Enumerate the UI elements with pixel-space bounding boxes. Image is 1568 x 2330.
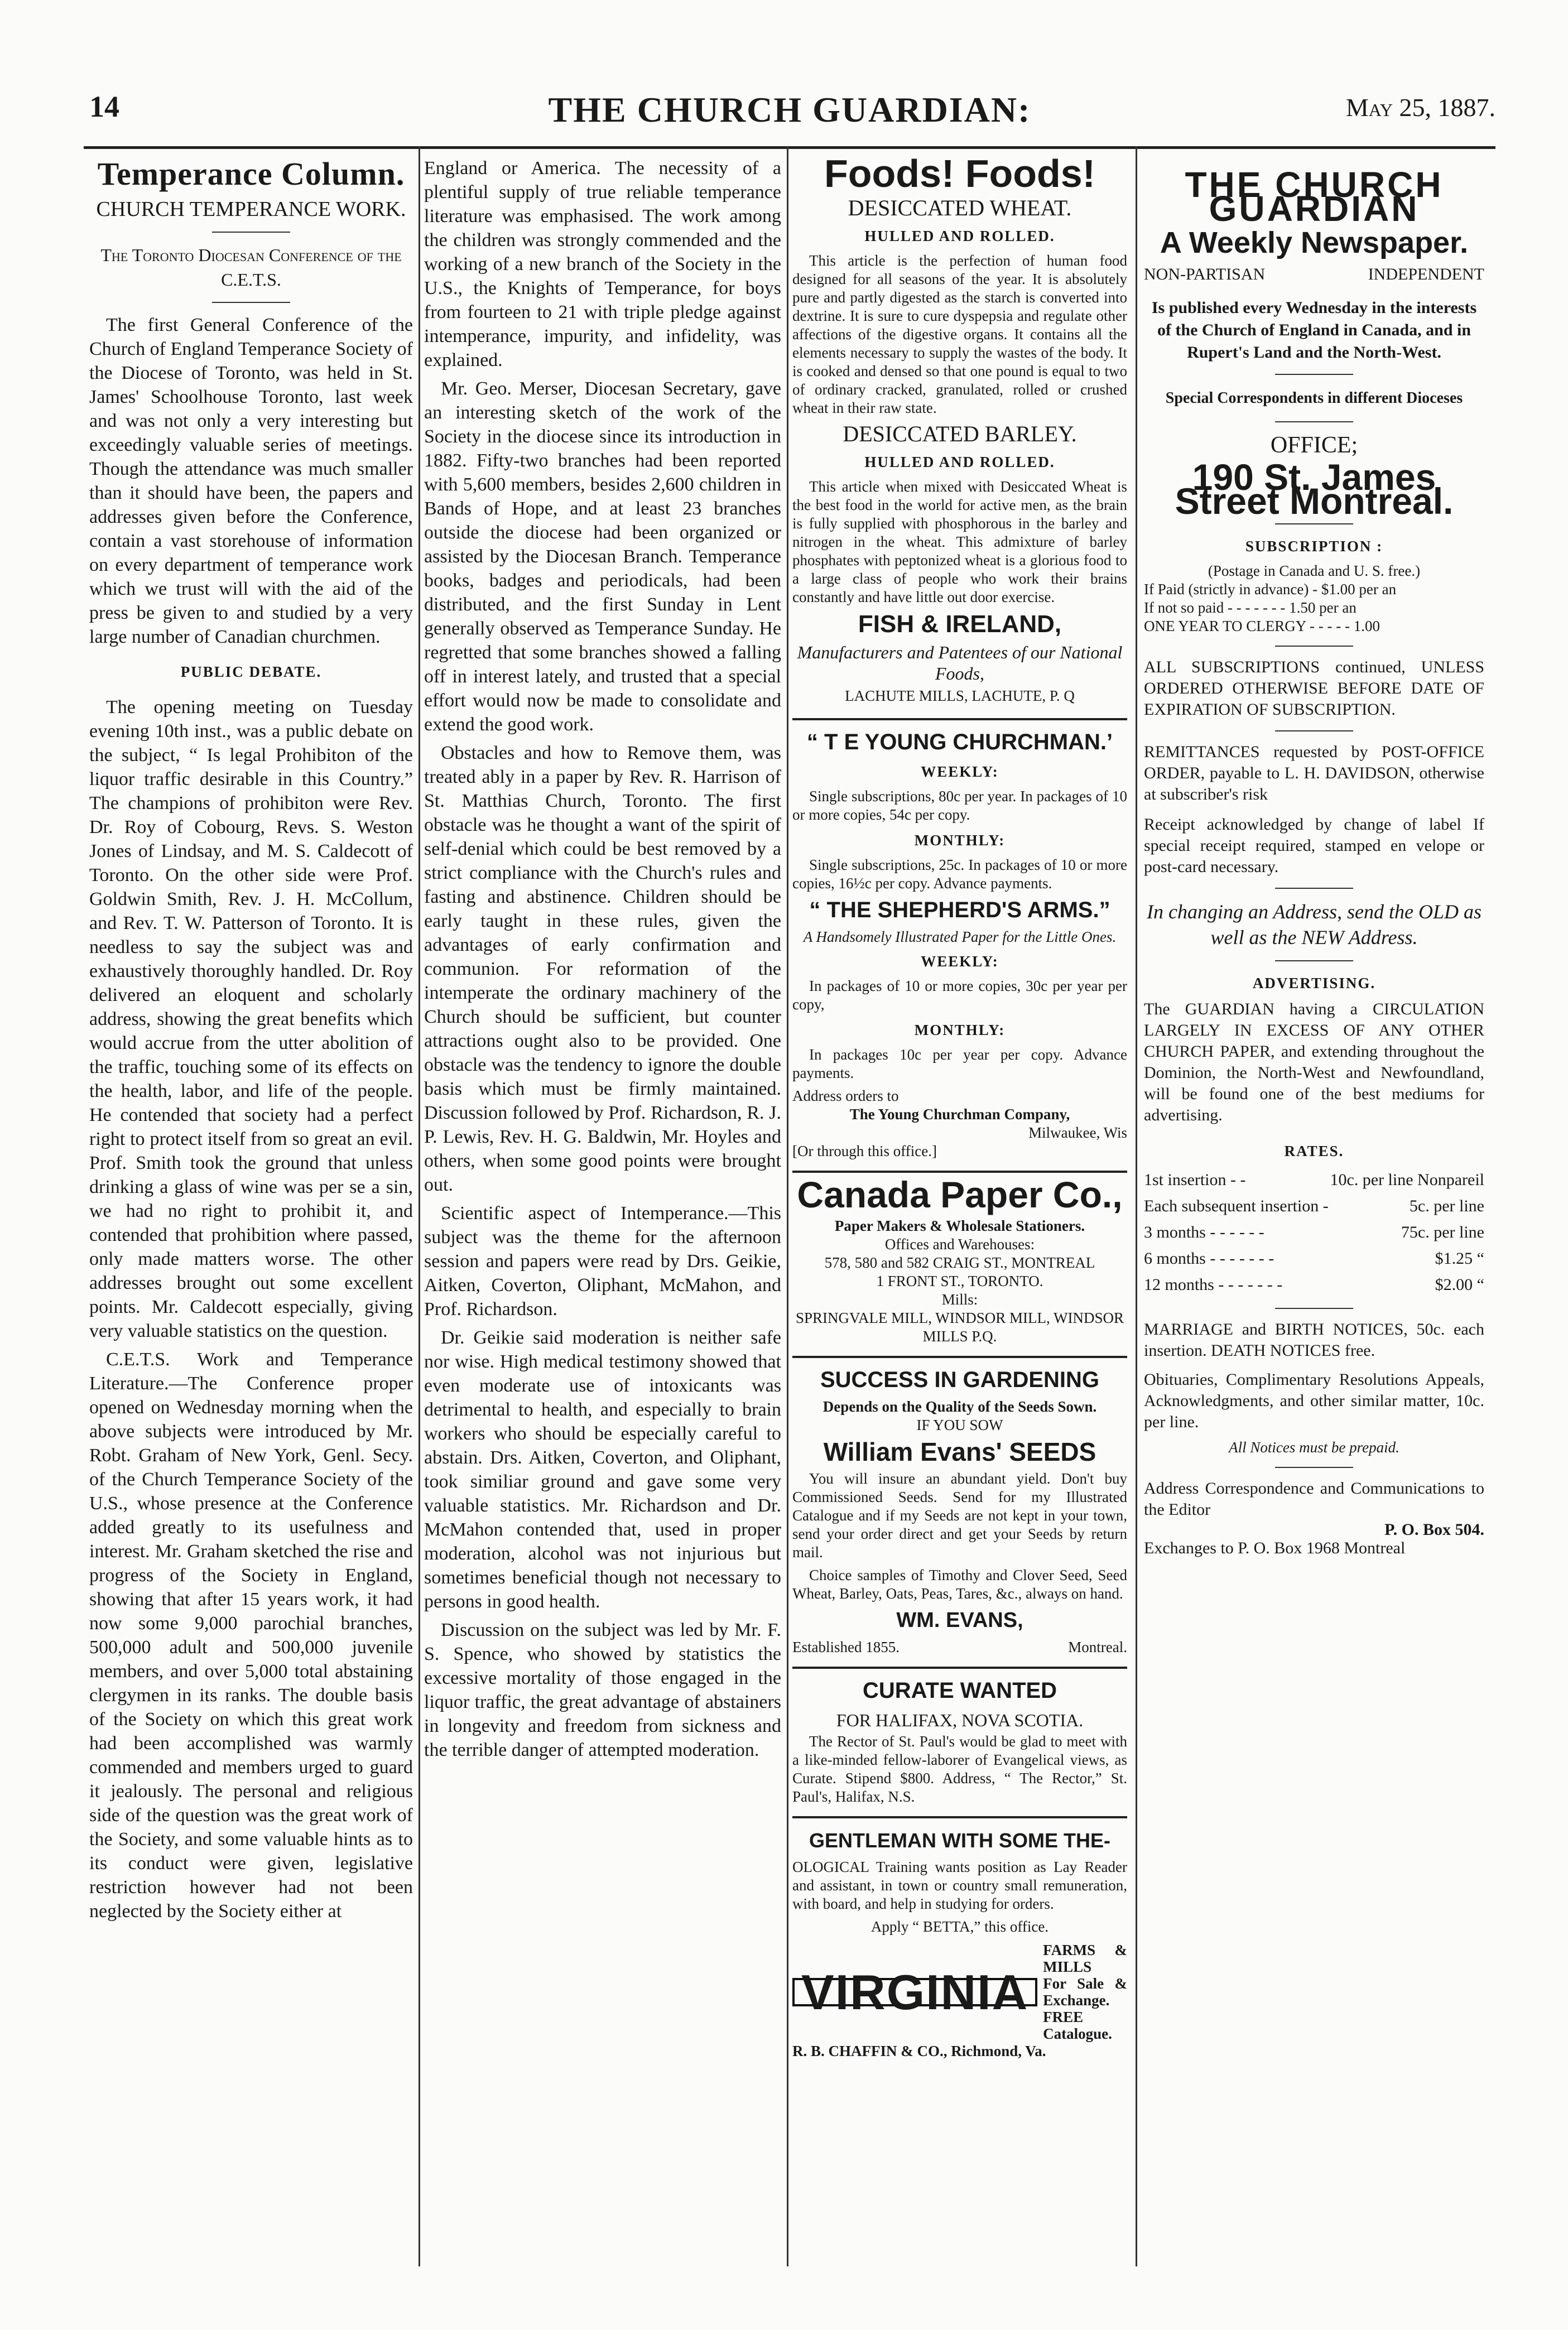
divider — [792, 1667, 1127, 1669]
paragraph: The opening meeting on Tuesday evening 10th inst., was a public debate on the subject, “ Is legal Prohibiton of the liquor traffic desirable in this Country.” The champions of prohibiton were Rev. Dr. Roy of Cobourg, Revs. S. Weston Jones of Lindsay, and M. S. Caldecott of Toronto. On the other side were Prof. Goldwin Smith, Rev. J. H. McCollum, and Rev. T. W. Patterson of Toronto. It is needless to say the subject was and exhaustively thoroughly handled. Dr. Roy delivered an eloquent and scholarly address, showing the great benefits which would accrue from the utter abolition of the traffic, touching some of its effects on the health, labor, and life of the people. He contended that society had a perfect right to protect itself from so great an evil. Prof. Smith took the ground that unless drinking a glass of wine was per se a sin, we had no right to prohibit it, and contended that prohibition where passed, only made matters worse. The other addresses brought out some excellent points. Mr. Caldecott especially, giving very valuable statistics on the question. — [89, 697, 413, 1341]
ad-yc-monthly-body: Single subscriptions, 25c. In packages of 10 or more copies, 16½c per copy. Advance payments. — [792, 856, 1127, 892]
ad-yc-monthly: MONTHLY: — [914, 832, 1006, 849]
exchanges-note: Exchanges to P. O. Box 1968 Montreal — [1144, 1539, 1406, 1557]
paragraph: Discussion on the subject was led by Mr. F. S. Spence, who showed by statistics the excessive mortality of those engaged in the liquor traffic, the great advantage of abstainers in longevity and freedom from sickness and the terrible danger of attempted moderation. — [424, 1620, 781, 1760]
ad-barley-body: This article when mixed with Desiccated Wheat is the best food in the world for active men, as the brain is fully supplied with phosphorous in the barley and nitrogen in the wheat. This admixture of barley phosphates with peptonized wheat is a glorious food to a large class of people who work their brains constantly and have little out door exercise. — [792, 478, 1127, 605]
paragraph: Scientific aspect of Intemperance.—This subject was the theme for the afternoon session and papers were read by Drs. Geikie, Aitken, Coverton, Oliphant, McMahon, and Prof. Richardson. — [424, 1203, 781, 1320]
rates-label: 6 months - - - - - - - — [1144, 1249, 1274, 1268]
ad-sa-company: The Young Churchman Company, — [849, 1106, 1070, 1123]
ad-sa-or: [Or through this office.] — [792, 1143, 937, 1159]
paragraph: Dr. Geikie said moderation is neither safe nor wise. High medical testimony showed that even moderate use of intoxicants was detrimental to health, and especially to brain workers who should be especially careful to abstain. Drs. Aitken, Coverton, and Oliphant, took similiar ground and gave some very valuable statistics. Mr. Richardson and Dr. McMahon contended that, used in proper moderation, alcohol was not injurious but sometimes beneficial though not necessary to persons in good health. — [424, 1327, 781, 1612]
page-header — [84, 84, 1495, 139]
rates-label: 1st insertion - - — [1144, 1171, 1246, 1189]
rates-label: 3 months - - - - - - — [1144, 1223, 1264, 1241]
ad-fish-sub: Manufacturers and Patentees of our National Foods, — [797, 642, 1123, 683]
ad-sg-ifyou: IF YOU SOW — [916, 1417, 1003, 1433]
divider — [792, 1356, 1127, 1358]
page-number: 14 — [89, 90, 119, 123]
independent-label: INDEPENDENT — [1368, 265, 1484, 283]
divider — [1275, 421, 1353, 422]
divider — [1275, 960, 1353, 961]
ad-vg-r1: FARMS & MILLS — [1043, 1942, 1127, 1975]
rates-label: 12 months - - - - - - - — [1144, 1275, 1283, 1294]
paragraph: England or America. The necessity of a plentiful supply of true reliable temperance literature was emphasised. The work among the children was strongly commended and the working of a new branch of the Society in the U.S., the Knights of Temperance, for boys from fourteen to 21 with triple pledge against intemperance, impurity, and infidelity, was explained. — [424, 158, 781, 370]
ad-yc-title: “ T E YOUNG CHURCHMAN.’ — [806, 730, 1113, 754]
ad-sg-evans: William Evans' SEEDS — [823, 1437, 1096, 1466]
column-rule — [787, 146, 788, 2266]
ad-cp-addr1: 578, 580 and 582 CRAIG ST., MONTREAL — [824, 1254, 1095, 1271]
remittances-note: REMITTANCES requested by POST-OFFICE ORDER, payable to L. H. DAVIDSON, otherwise at subscriber's risk — [1144, 743, 1484, 803]
article-subtitle: The Toronto Diocesan Conference of the C.E.T.S. — [100, 245, 402, 290]
newspaper-title: THE CHURCH GUARDIAN: — [548, 90, 1031, 129]
ad-sg-body2: Choice samples of Timothy and Clover Seed, Seed Wheat, Barley, Oats, Peas, Tares, &c., always on hand. — [792, 1567, 1127, 1602]
rates-row — [1144, 1245, 1484, 1272]
all-subscriptions-note: ALL SUBSCRIPTIONS continued, UNLESS ORDERED OTHERWISE BEFORE DATE OF EXPIRATION OF SUBSCRIPTION. — [1144, 658, 1484, 719]
subscription-paid: If Paid (strictly in advance) - $1.00 per an — [1144, 581, 1397, 598]
divider — [1275, 374, 1353, 375]
ad-sa-monthly-body: In packages 10c per year per copy. Advance payments. — [792, 1046, 1127, 1081]
divider — [1275, 888, 1353, 889]
rates-label: Each subsequent insertion - — [1144, 1197, 1329, 1215]
header-rule — [84, 146, 1495, 149]
subscription-title: SUBSCRIPTION : — [1245, 538, 1383, 555]
ad-barley-title: DESICCATED BARLEY. — [843, 421, 1077, 446]
ad-vg-text — [1043, 1942, 1127, 2042]
masthead-tags — [1144, 265, 1484, 283]
ad-yc-weekly-body: Single subscriptions, 80c per year. In packages of 10 or more copies, 54c per copy. — [792, 788, 1127, 823]
rates-value: $1.25 “ — [1435, 1249, 1484, 1268]
ad-gt-apply: Apply “ BETTA,” this office. — [870, 1918, 1049, 1935]
obituaries-note: Obituaries, Complimentary Resolutions Appeals, Acknowledgments, and other similar matter, 10c. per line. — [1144, 1370, 1484, 1431]
rates-value: 5c. per line — [1409, 1197, 1484, 1215]
rates-value: $2.00 “ — [1435, 1275, 1484, 1294]
published-note: Is published every Wednesday in the interests of the Church of England in Canada, and in Rupert's Land and the North-West. — [1151, 299, 1477, 362]
divider — [792, 1816, 1127, 1818]
subscription-clergy: ONE YEAR TO CLERGY - - - - - 1.00 — [1144, 618, 1380, 634]
receipt-note: Receipt acknowledged by change of label If special receipt required, stamped en velope or post-card necessary. — [1144, 815, 1484, 876]
ad-vg-r3: FREE Catalogue. — [1043, 2009, 1112, 2042]
office-label: OFFICE; — [1270, 432, 1358, 458]
subscription-notpaid: If not so paid - - - - - - - 1.50 per an — [1144, 599, 1357, 616]
ad-vg-big: VIRGINIA — [792, 1978, 1037, 2006]
divider — [212, 232, 290, 233]
paragraph: Obstacles and how to Remove them, was treated ably in a paper by Rev. R. Harrison of St. Matthias Church, Toronto. The first obstacle was he thought a want of the spirit of self-denial which could be best removed by a strict compliance with the Church's rules and fasting and abstinence. Children should be early taught in these rules, given the advantages of early confirmation and communion. For reformation of the intemperate the ordinary machinery of the Church should be sufficient, but counter attractions ought also to be provided. One obstacle was the tendency to ignore the double basis which must be firmly maintained. Discussion followed by Prof. Richardson, R. J. P. Lewis, Rev. H. G. Baldwin, Mr. Hoyles and others, when some good points were brought out. — [424, 743, 781, 1195]
divider — [1275, 646, 1353, 647]
divider — [792, 1171, 1127, 1173]
column-rule — [1136, 146, 1137, 2266]
masthead-subtitle: A Weekly Newspaper. — [1160, 226, 1469, 259]
paragraph: The first General Conference of the Church of England Temperance Society of the Diocese of Toronto, was held in St. James' Schoolhouse Toronto, last week and was not only a very interesting but exceedingly valuable series of meetings. Though the attendance was much smaller than it should have been, the papers and addresses given before the Conference, contain a vast storehouse of information on every department of temperance work which we trust will with the aid of the press be given to and studied by a very large number of Canadian churchmen. — [89, 315, 413, 647]
ad-virginia — [792, 1942, 1127, 2042]
section-heading: Temperance Column. — [97, 156, 405, 192]
rates-title: RATES. — [1284, 1143, 1344, 1159]
ad-cp-offices: Offices and Warehouses: — [884, 1236, 1035, 1253]
divider — [792, 718, 1127, 720]
ad-cw-title: CURATE WANTED — [862, 1678, 1057, 1703]
ad-sa-weekly: WEEKLY: — [921, 953, 999, 970]
rates-value: 75c. per line — [1401, 1223, 1484, 1241]
address-correspondence: Address Correspondence and Communications to the Editor — [1144, 1479, 1484, 1519]
ad-wheat-sub: HULLED AND ROLLED. — [864, 228, 1055, 244]
ad-cp-sub: Paper Makers & Wholesale Stationers. — [834, 1217, 1085, 1234]
nonpartisan-label: NON-PARTISAN — [1144, 265, 1266, 283]
rates-value: 10c. per line Nonpareil — [1330, 1171, 1484, 1189]
ad-cw-sub: FOR HALIFAX, NOVA SCOTIA. — [836, 1710, 1084, 1730]
ad-sg-sub: Depends on the Quality of the Seeds Sown. — [823, 1398, 1097, 1415]
ad-sa-sub: A Handsomely Illustrated Paper for the Little Ones. — [803, 928, 1117, 945]
ad-sa-monthly: MONTHLY: — [914, 1022, 1006, 1038]
column-masthead — [1144, 156, 1484, 2304]
ad-vg-bottom: R. B. CHAFFIN & CO., Richmond, Va. — [792, 2043, 1046, 2059]
rates-row — [1144, 1193, 1484, 1219]
ad-barley-sub: HULLED AND ROLLED. — [864, 454, 1055, 470]
ad-cw-body: The Rector of St. Paul's would be glad to meet with a like-minded fellow-laborer of Evangelical views, as Curate. Stipend $800. Address, “ The Rector,” St. Paul's, Halifax, N.S. — [792, 1733, 1127, 1805]
column-temperance — [89, 156, 413, 2304]
ad-sg-city: Montreal. — [1068, 1639, 1127, 1655]
ad-yc-weekly: WEEKLY: — [921, 763, 999, 780]
column-rule — [419, 146, 420, 2266]
subscription-postage: (Postage in Canada and U. S. free.) — [1208, 562, 1421, 579]
ad-cp-title: Canada Paper Co., — [797, 1174, 1123, 1215]
ad-foods-title: Foods! Foods! — [824, 156, 1095, 195]
prepaid-note: All Notices must be prepaid. — [1229, 1439, 1399, 1456]
advertising-title: ADVERTISING. — [1252, 975, 1376, 991]
column-continued — [424, 156, 781, 2304]
divider — [1275, 1308, 1353, 1309]
ad-wheat-title: DESICCATED WHEAT. — [848, 195, 1072, 220]
issue-date: May 25, 1887. — [1345, 93, 1495, 122]
ad-cp-mills-list: SPRINGVALE MILL, WINDSOR MILL, WINDSOR MILLS P.Q. — [795, 1310, 1124, 1345]
divider — [1275, 1467, 1353, 1468]
ad-sg-est-row — [792, 1638, 1127, 1657]
ad-sg-est: Established 1855. — [792, 1639, 900, 1655]
marriage-note: MARRIAGE and BIRTH NOTICES, 50c. each insertion. DEATH NOTICES free. — [1144, 1320, 1484, 1360]
rates-table — [1144, 1167, 1484, 1298]
rates-row — [1144, 1219, 1484, 1245]
ad-sg-body: You will insure an abundant yield. Don't buy Commissioned Seeds. Send for my Illustrated Catalogue and if my Seeds are not kept in your town, send your order direct and get your Seeds by return mail. — [792, 1470, 1127, 1561]
masthead-title: THE CHURCH GUARDIAN — [1185, 165, 1444, 229]
ad-sa-city: Milwaukee, Wis — [1028, 1124, 1127, 1141]
ad-sa-title: “ THE SHEPHERD'S ARMS.” — [809, 898, 1110, 922]
divider — [212, 302, 290, 303]
divider — [1275, 730, 1353, 731]
ad-gt-body: OLOGICAL Training wants position as Lay Reader and assistant, in town or country small remuneration, with board, and help in studying for orders. — [792, 1859, 1127, 1912]
ad-sg-title: SUCCESS IN GARDENING — [820, 1368, 1100, 1392]
address-change-note: In changing an Address, send the OLD as well as the NEW Address. — [1147, 901, 1482, 949]
po-box: P. O. Box 504. — [1384, 1520, 1484, 1539]
ad-vg-r2: For Sale & Exchange. — [1043, 1975, 1127, 2009]
paragraph: C.E.T.S. Work and Temperance Literature.—The Conference proper opened on Wednesday morning when the above subjects were introduced by Mr. Robt. Graham of New York, Genl. Secy. of the Church Temperance Society of the U.S., whose presence at the Conference added greatly to its usefulness and interest. Mr. Graham sketched the rise and progress of the Society in England, showing that after 15 years work, it had now some 9,000 parochial branches, 500,000 adult and 500,000 juvenile members, and over 5,000 total abstaining clergymen in its ranks. The double basis of the Society on which this great work had been accomplished was warmly commended and members urged to guard it jealously. The personal and religious side of the question was the great work of the Society, and some valuable hints as to its conduct were given, legislative restriction however had not been neglected by the Society either at — [89, 1349, 413, 1922]
ad-fish-title: FISH & IRELAND, — [858, 610, 1062, 638]
debate-heading: PUBLIC DEBATE. — [180, 663, 322, 680]
ad-wheat-body: This article is the perfection of human food designed for all seasons of the year. It is absolutely pure and partly digested as the starch is converted into dextrine. It is sure to cure dyspepsia and regulate other affections of the digestive organs. It contains all the elements necessary to supply the wastes of the body. It is cooked and densed so that one pound is equal to two of ordinary cracked, granulated, rolled or crushed wheat in their raw state. — [792, 252, 1127, 416]
article-title: CHURCH TEMPERANCE WORK. — [96, 198, 406, 221]
ad-cp-mills: Mills: — [941, 1291, 978, 1308]
rates-row — [1144, 1272, 1484, 1298]
divider — [1275, 523, 1353, 524]
rates-row — [1144, 1167, 1484, 1193]
paragraph: Mr. Geo. Merser, Diocesan Secretary, gave an interesting sketch of the work of the Society in the diocese since its introduction in 1882. Fifty-two branches had been reported with 5,600 members, besides 2,600 children in Bands of Hope, and at least 23 branches outside the diocese had been organized or assisted by the Diocesan Branch. Temperance books, badges and periodicals, had been distributed, and the first Sunday in Lent generally observed as Temperance Sunday. He regretted that some branches showed a falling off in interest lately, and trusted that a special effort would now be made to consolidate and extend the good work. — [424, 378, 781, 735]
advertising-body: The GUARDIAN having a CIRCULATION LARGELY IN EXCESS OF ANY OTHER CHURCH PAPER, and extending throughout the Dominion, the North-West and Newfoundland, will be found one of the best mediums for advertising. — [1144, 1000, 1484, 1124]
ad-gt-title: GENTLEMAN WITH SOME THE- — [809, 1829, 1110, 1852]
correspondents-note: Special Correspondents in different Dioceses — [1165, 389, 1463, 407]
ad-cp-addr2: 1 FRONT ST., TORONTO. — [876, 1273, 1043, 1289]
ad-sa-weekly-body: In packages of 10 or more copies, 30c per year per copy, — [792, 978, 1127, 1013]
column-advertisements — [792, 156, 1127, 2304]
ad-sg-sig: WM. EVANS, — [896, 1609, 1023, 1632]
office-address: 190 St. James Street Montreal. — [1175, 456, 1454, 522]
ad-fish-addr: LACHUTE MILLS, LACHUTE, P. Q — [845, 687, 1075, 704]
ad-sa-orders: Address orders to — [792, 1087, 899, 1104]
